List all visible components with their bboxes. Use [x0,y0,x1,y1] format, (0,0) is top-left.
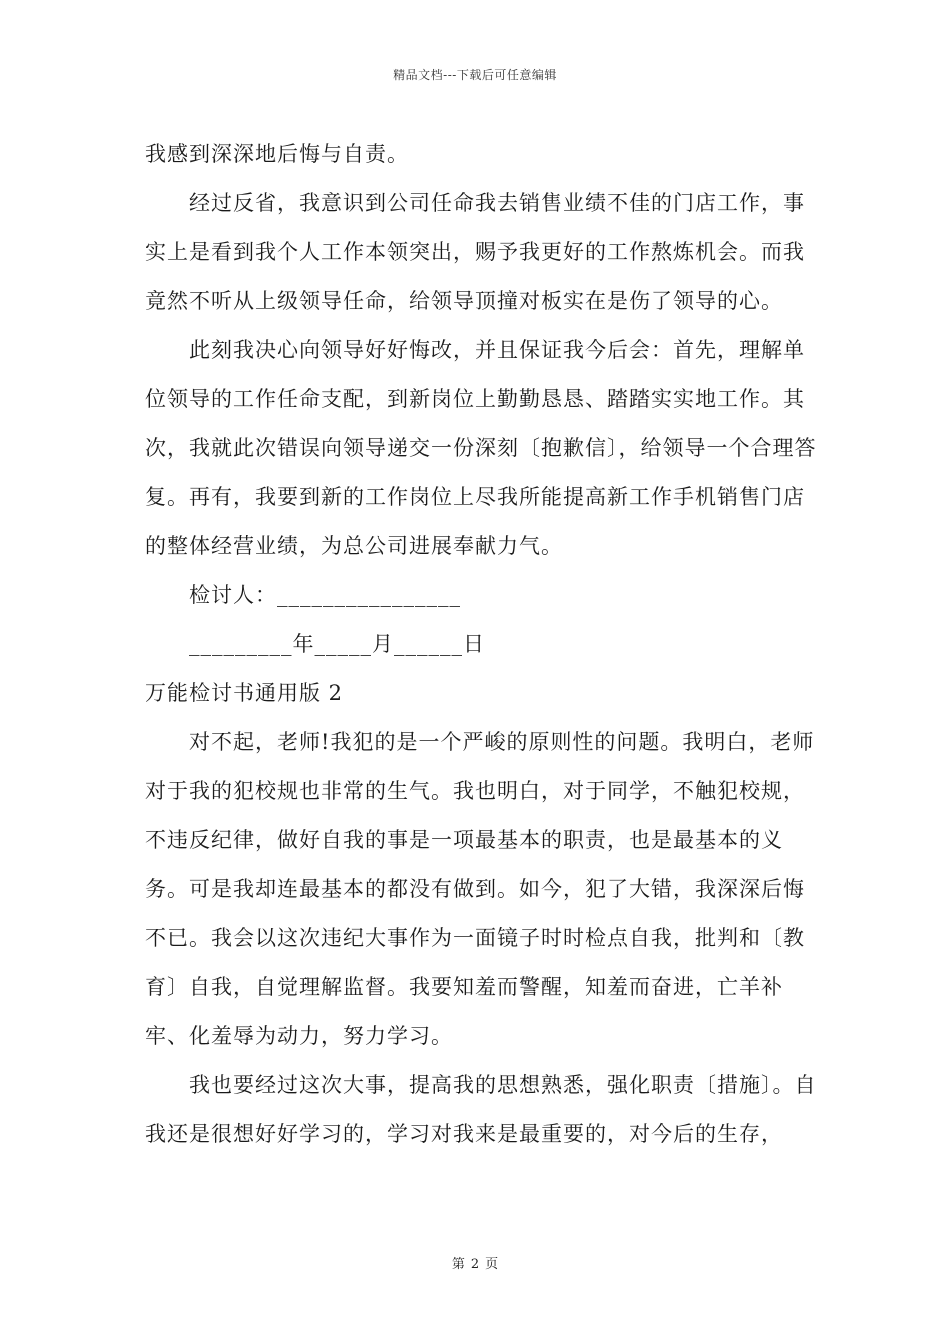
signature-line: 检讨人：________________ [189,583,461,607]
paragraph-2: 经过反省，我意识到公司任命我去销售业绩不佳的门店工作，事实上是看到我个人工作本领突出，赐予我更好的工作熬炼机会。而我竟然不听从上级领导任命，给领导顶撞对板实在是伤了领导的心。 [145,191,805,313]
document-body [145,130,825,1159]
paragraph-5: 我也要经过这次大事，提高我的思想熟悉，强化职责〔措施〕。自我还是很想好好学习的，学习对我来是最重要的，对今后的生存， [145,1073,817,1146]
paragraph-3: 此刻我决心向领导好好悔改，并且保证我今后会：首先，理解单位领导的工作任命支配，到新岗位上勤勤恳恳、踏踏实实地工作。其次，我就此次错误向领导递交一份深刻〔抱歉信〕，给领导一个合理答复。再有，我要到新的工作岗位上尽我所能提高新工作手机销售门店的整体经营业绩，为总公司进展奉献力气。 [145,338,817,558]
paragraph-1: 我感到深深地后悔与自责。 [145,142,409,166]
page-footer [0,1253,950,1272]
page-number: 2 [470,1257,480,1272]
section-title: 万能检讨书通用版 2 [145,681,344,705]
page-number-suffix: 页 [485,1257,499,1272]
page-header: 精品文档---下载后可任意编辑 [393,68,557,82]
paragraph-4: 对不起，老师!我犯的是一个严峻的原则性的问题。我明白，老师对于我的犯校规也非常的生气。我也明白，对于同学，不触犯校规，不违反纪律，做好自我的事是一项最基本的职责，也是最基本的义务。可是我却连最基本的都没有做到。如今，犯了大错，我深深后悔不已。我会以这次违纪大事作为一面镜子时时检点自我，批判和〔教育〕自我，自觉理解监督。我要知羞而警醒，知羞而奋进，亡羊补牢、化羞辱为动力，努力学习。 [145,730,815,1048]
date-line: _________年_____月______日 [189,632,485,656]
page-number-prefix: 第 [451,1257,465,1272]
